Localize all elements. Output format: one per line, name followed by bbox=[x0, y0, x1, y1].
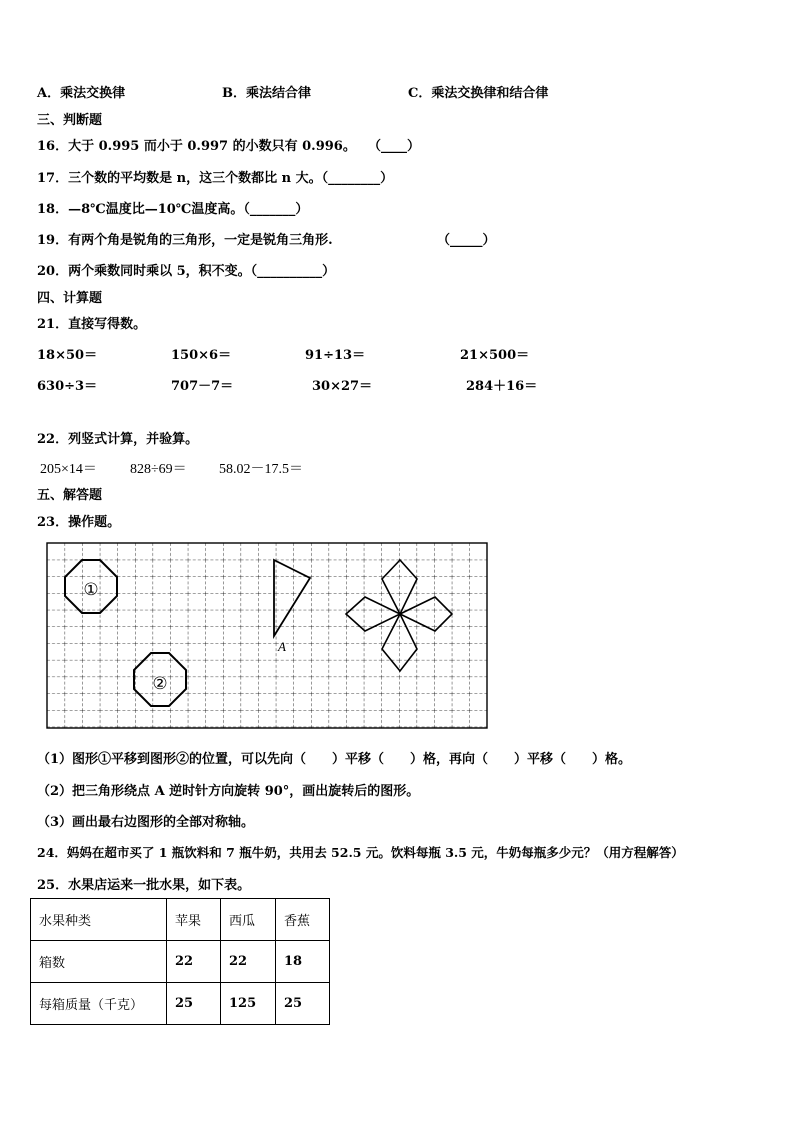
operation-grid bbox=[45, 541, 490, 730]
section-title-judge: 三、判断题 bbox=[37, 113, 103, 128]
answer-blank: （_______） bbox=[243, 202, 309, 217]
table-header-row bbox=[31, 899, 330, 941]
calc-item: 30×27＝ bbox=[312, 379, 373, 394]
table-header-cell: 西瓜 bbox=[221, 899, 276, 941]
q23-sub-2: （2）把三角形绕点 A 逆时针方向旋转 90°，画出旋转后的图形。 bbox=[37, 784, 420, 799]
vertical-calc-item: 58.02－17.5＝ bbox=[219, 462, 303, 477]
question-text: 20．两个乘数同时乘以 5，积不变。 bbox=[37, 264, 251, 279]
judge-17 bbox=[37, 167, 393, 186]
q24-text: 24．妈妈在超市买了 1 瓶饮料和 7 瓶牛奶，共用去 52.5 元。饮料每瓶 3.5 元，牛奶每瓶多少元？（用方程解答） bbox=[37, 845, 684, 860]
option-a: A．乘法交换律 bbox=[37, 86, 126, 101]
judge-16 bbox=[37, 135, 356, 154]
judge-18 bbox=[37, 198, 308, 217]
table-cell: 25 bbox=[167, 983, 221, 1025]
table-cell: 22 bbox=[167, 941, 221, 983]
table-header-cell: 香蕉 bbox=[276, 899, 330, 941]
question-text: 18．—8℃温度比—10℃温度高。 bbox=[37, 202, 244, 217]
table-row bbox=[31, 941, 330, 983]
option-c: C．乘法交换律和结合律 bbox=[408, 86, 549, 101]
table-header-cell: 苹果 bbox=[167, 899, 221, 941]
calc-item: 630÷3＝ bbox=[37, 379, 98, 394]
grid-lines bbox=[47, 543, 487, 728]
q23-title: 23．操作题。 bbox=[37, 515, 121, 530]
calc-item: 18×50＝ bbox=[37, 348, 98, 363]
q21-title: 21．直接写得数。 bbox=[37, 317, 147, 332]
vertical-calc-item: 205×14＝ bbox=[40, 462, 97, 477]
question-text: 17．三个数的平均数是 n，这三个数都比 n 大。 bbox=[37, 171, 322, 186]
vertical-calc-item: 828÷69＝ bbox=[130, 462, 187, 477]
calc-item: 284＋16＝ bbox=[466, 379, 538, 394]
calc-item: 91÷13＝ bbox=[305, 348, 366, 363]
answer-blank: （____） bbox=[368, 139, 421, 154]
answer-blank: （_____） bbox=[437, 233, 496, 248]
table-cell: 18 bbox=[276, 941, 330, 983]
judge-20 bbox=[37, 260, 335, 279]
calc-item: 707－7＝ bbox=[171, 379, 234, 394]
table-cell: 箱数 bbox=[31, 941, 167, 983]
question-text: 19．有两个角是锐角的三角形，一定是锐角三角形. bbox=[37, 233, 333, 248]
fruit-table bbox=[30, 898, 330, 1025]
q25-title: 25．水果店运来一批水果，如下表。 bbox=[37, 878, 251, 893]
table-cell: 25 bbox=[276, 983, 330, 1025]
answer-blank: （__________） bbox=[250, 264, 336, 279]
table-cell: 125 bbox=[221, 983, 276, 1025]
point-a-label: A bbox=[278, 639, 286, 654]
shape-label-1: ① bbox=[83, 580, 99, 600]
table-row bbox=[31, 983, 330, 1025]
q23-sub-1: （1）图形①平移到图形②的位置，可以先向（ ）平移（ ）格，再向（ ）平移（ ）格。 bbox=[37, 752, 632, 767]
option-b: B．乘法结合律 bbox=[222, 86, 311, 101]
shape-label-2: ② bbox=[152, 674, 168, 694]
judge-19 bbox=[37, 229, 333, 248]
question-text: 16．大于 0.995 而小于 0.997 的小数只有 0.996。 bbox=[37, 139, 356, 154]
table-header-cell: 水果种类 bbox=[31, 899, 167, 941]
table-cell: 每箱质量（千克） bbox=[31, 983, 167, 1025]
calc-item: 150×6＝ bbox=[171, 348, 232, 363]
table-cell: 22 bbox=[221, 941, 276, 983]
answer-blank: （________） bbox=[321, 171, 394, 186]
section-title-solve: 五、解答题 bbox=[37, 488, 103, 503]
q22-title: 22．列竖式计算，并验算。 bbox=[37, 432, 199, 447]
q23-sub-3: （3）画出最右边图形的全部对称轴。 bbox=[37, 815, 255, 830]
calc-item: 21×500＝ bbox=[460, 348, 530, 363]
section-title-calc: 四、计算题 bbox=[37, 291, 103, 306]
